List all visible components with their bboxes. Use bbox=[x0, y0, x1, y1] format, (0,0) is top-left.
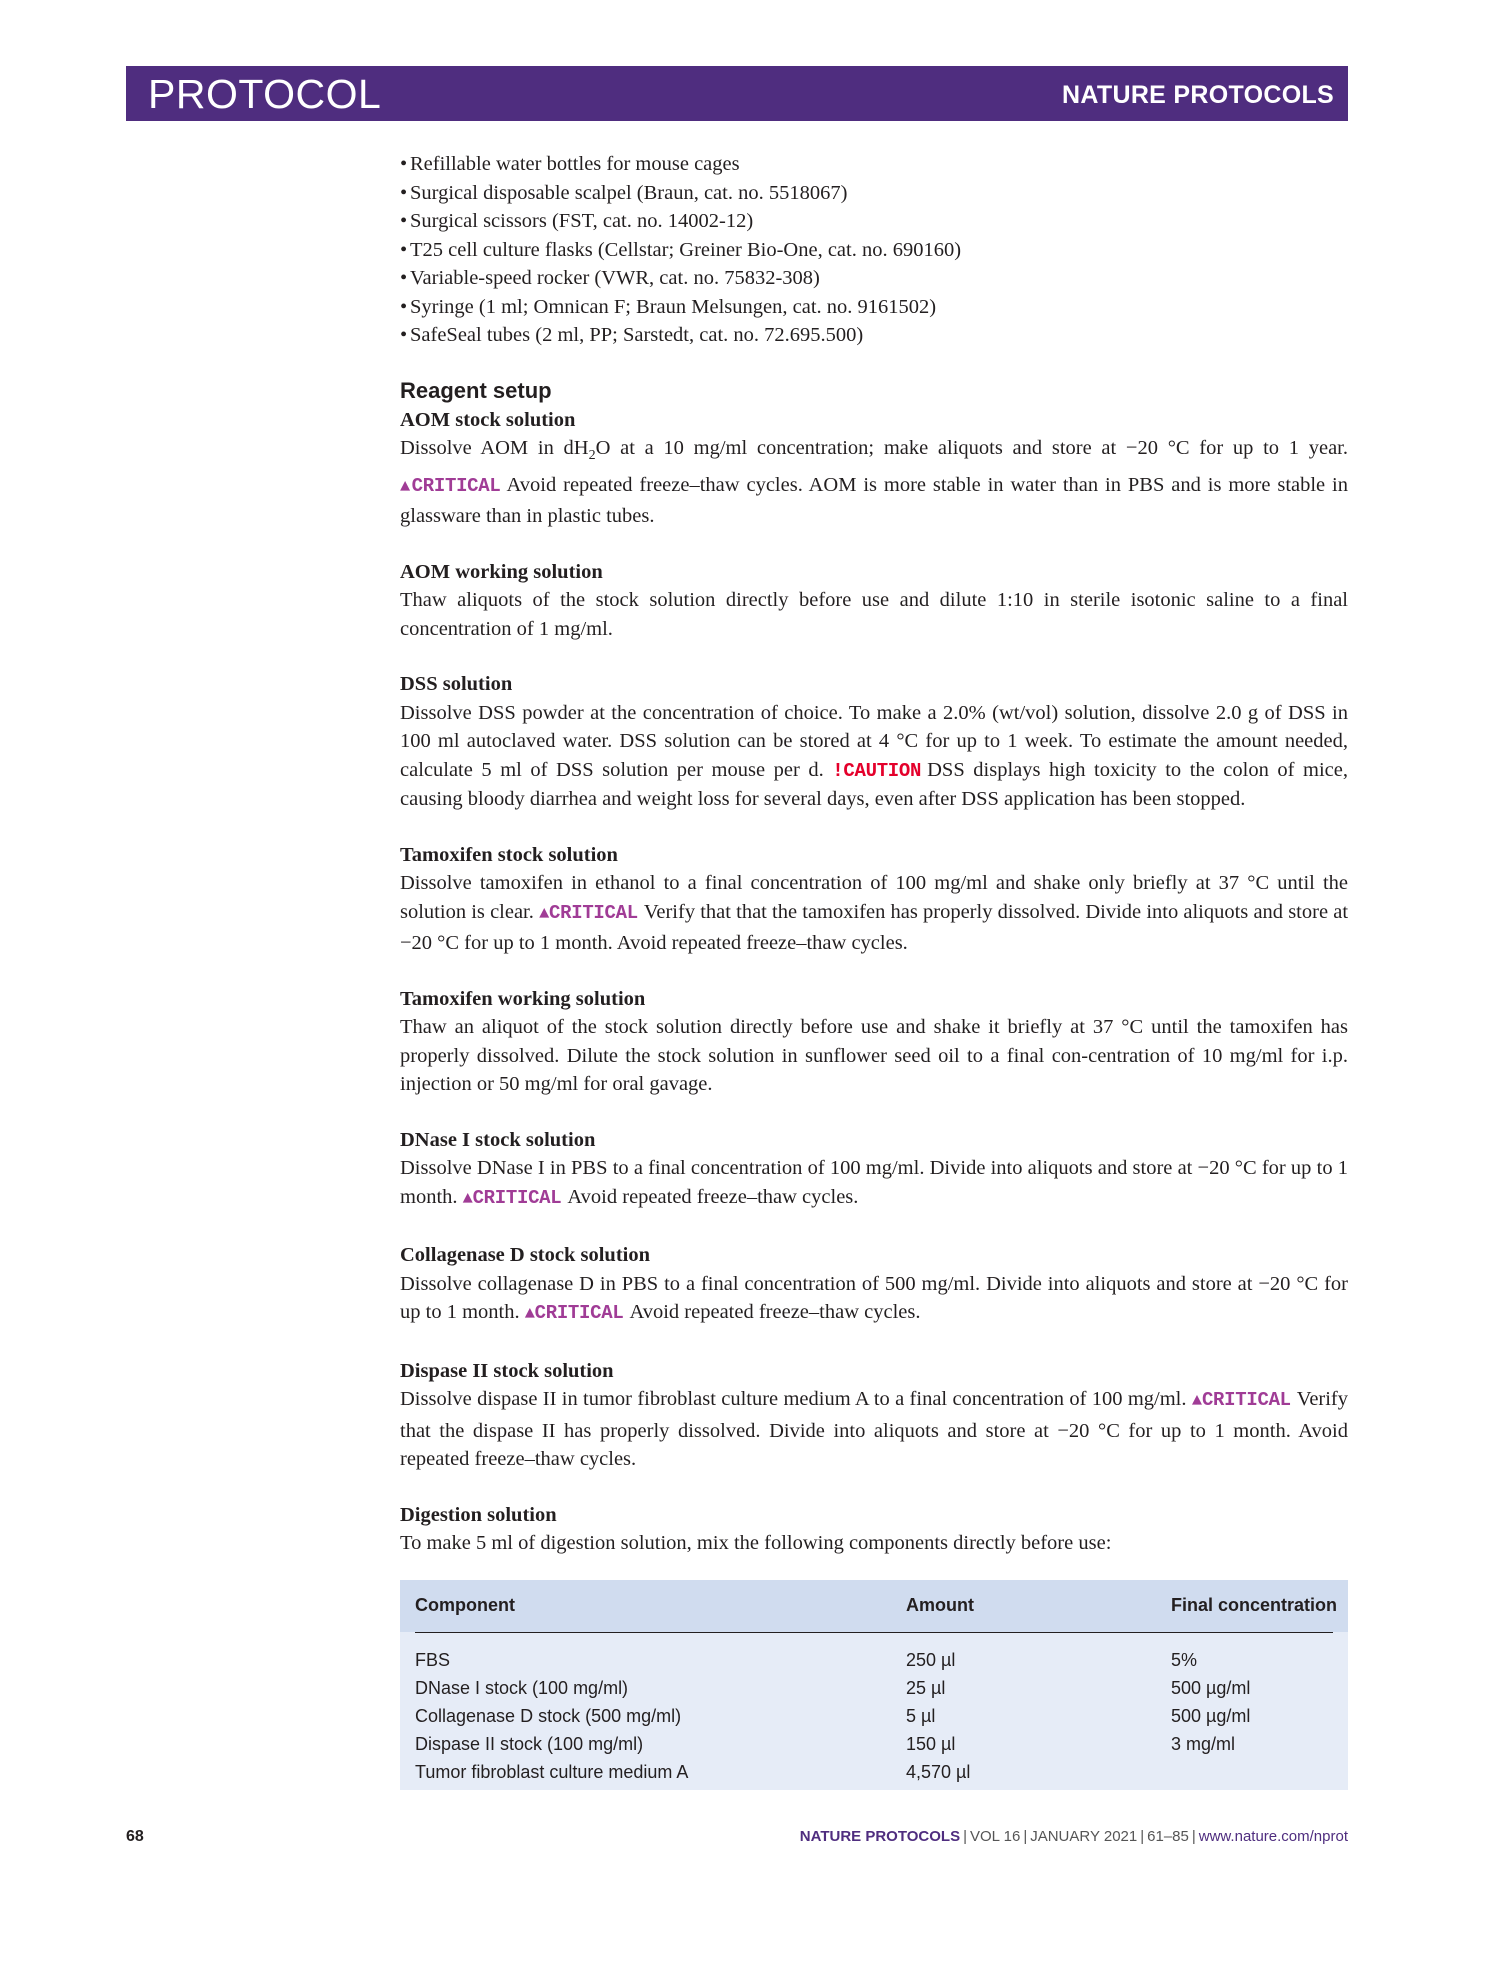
dss-section bbox=[400, 670, 1348, 814]
table-cell: DNase I stock (100 mg/ml) bbox=[415, 1678, 629, 1698]
section-title: Tamoxifen working solution bbox=[400, 987, 646, 1010]
table-row bbox=[400, 1646, 1348, 1674]
critical-badge: ▲CRITICAL bbox=[539, 901, 638, 924]
column-header: Component bbox=[415, 1595, 515, 1615]
equipment-list bbox=[400, 150, 1348, 350]
triangle-icon: ▲ bbox=[1191, 1392, 1202, 1412]
section-title: Tamoxifen stock solution bbox=[400, 843, 618, 866]
aom-stock-section bbox=[400, 406, 1348, 531]
table-row bbox=[400, 1730, 1348, 1758]
table-cell: 250 µl bbox=[906, 1650, 956, 1670]
table-cell: Collagenase D stock (500 mg/ml) bbox=[415, 1706, 682, 1726]
section-title: AOM working solution bbox=[400, 560, 603, 583]
list-item: • Refillable water bottles for mouse cages bbox=[400, 153, 740, 175]
table-cell: 3 mg/ml bbox=[1171, 1734, 1236, 1754]
section-text: Dissolve DSS powder at the concentration of choice. To make a 2.0% (wt/vol) solution, dissolve 2.0 g of DSS in 100 ml autoclaved water. DSS solution can be stored at 4 °C for up to 1 week. To estimate the amount needed, calculate 5 ml of DSS solution per mouse per d. !CAUTION DSS displays high toxicity to the colon of mice, causing bloody diarrhea and weight loss for several days, even after DSS application has been stopped. bbox=[400, 701, 1349, 811]
digestion-table bbox=[400, 1580, 1348, 1790]
journal-label: NATURE PROTOCOLS bbox=[1062, 81, 1334, 109]
list-item: • Surgical disposable scalpel (Braun, cat. no. 5518067) bbox=[400, 181, 848, 204]
triangle-icon: ▲ bbox=[539, 904, 550, 924]
dispase-stock-section bbox=[400, 1357, 1348, 1474]
critical-badge: ▲CRITICAL bbox=[524, 1302, 624, 1325]
table-header bbox=[400, 1580, 1348, 1632]
list-item: • Surgical scissors (FST, cat. no. 14002-12) bbox=[400, 210, 754, 232]
triangle-icon: ▲ bbox=[524, 1305, 535, 1325]
critical-badge: ▲CRITICAL bbox=[400, 474, 501, 497]
page-range: 61–85 bbox=[1147, 1828, 1189, 1845]
section-title: Dispase II stock solution bbox=[400, 1359, 614, 1382]
tamoxifen-working-section bbox=[400, 985, 1348, 1099]
journal-url-link[interactable]: www.nature.com/nprot bbox=[1198, 1828, 1348, 1845]
main-content bbox=[400, 150, 1348, 1558]
citation-line: NATURE PROTOCOLS | VOL 16 | JANUARY 2021 | 61–85 | www.nature.com/nprot bbox=[799, 1828, 1348, 1845]
table-row bbox=[400, 1674, 1348, 1702]
table-row bbox=[400, 1758, 1348, 1786]
issue-date: JANUARY 2021 bbox=[1030, 1828, 1138, 1845]
caution-badge: !CAUTION bbox=[832, 759, 922, 782]
table-cell: 500 µg/ml bbox=[1171, 1678, 1251, 1698]
critical-badge: ▲CRITICAL bbox=[462, 1186, 562, 1209]
reagent-setup-heading: Reagent setup bbox=[400, 377, 552, 403]
table-cell: Dispase II stock (100 mg/ml) bbox=[415, 1734, 644, 1754]
critical-badge: ▲CRITICAL bbox=[1191, 1389, 1291, 1412]
table-cell: 150 µl bbox=[906, 1734, 956, 1754]
column-header: Amount bbox=[906, 1595, 974, 1615]
digestion-section bbox=[400, 1501, 1348, 1558]
table-cell: FBS bbox=[415, 1650, 451, 1670]
aom-working-section bbox=[400, 558, 1348, 644]
journal-name: NATURE PROTOCOLS bbox=[799, 1828, 961, 1845]
header-banner bbox=[126, 66, 1348, 121]
table-cell: 500 µg/ml bbox=[1171, 1706, 1251, 1726]
section-text: Dissolve collagenase D in PBS to a final concentration of 500 mg/ml. Divide into aliquots and store at −20 °C for up to 1 month. ▲CRITICAL Avoid repeated freeze–thaw cycles. bbox=[400, 1272, 1348, 1325]
section-text: To make 5 ml of digestion solution, mix the following components directly before use: bbox=[400, 1532, 1112, 1555]
section-title: DSS solution bbox=[400, 673, 513, 696]
table-cell: 5 µl bbox=[906, 1706, 936, 1726]
table-cell: 4,570 µl bbox=[906, 1762, 971, 1782]
volume: VOL 16 bbox=[970, 1828, 1021, 1845]
dnase-stock-section bbox=[400, 1126, 1348, 1215]
section-text: Thaw aliquots of the stock solution directly before use and dilute 1:10 in sterile isotonic saline to a final concentration of 1 mg/ml. bbox=[400, 589, 1348, 640]
page-footer bbox=[126, 1828, 1348, 1852]
tamoxifen-stock-section bbox=[400, 841, 1348, 958]
triangle-icon: ▲ bbox=[400, 477, 412, 497]
section-text: Dissolve AOM in $dH_2O$ at a 10 mg/ml concentration; make aliquots and store at −20 °C for up to 1 year. ▲CRITICAL Avoid repeated freeze–thaw cycles. AOM is more stable in water than in PBS and is more stable in glassware than in plastic tubes. bbox=[400, 437, 1348, 528]
table-divider bbox=[415, 1632, 1333, 1633]
section-text: Thaw an aliquot of the stock solution directly before use and shake it briefly at 37 °C until the tamoxifen has properly dissolved. Dilute the stock solution in sunflower seed oil to a final con-centration of 10 mg/ml for i.p. injection or 50 mg/ml for oral gavage. bbox=[400, 1016, 1348, 1096]
table-cell: Tumor fibroblast culture medium A bbox=[415, 1762, 689, 1782]
section-title: Digestion solution bbox=[400, 1503, 557, 1526]
section-label: PROTOCOL bbox=[148, 71, 382, 117]
list-item: • Variable-speed rocker (VWR, cat. no. 75832-308) bbox=[400, 267, 820, 289]
section-title: DNase I stock solution bbox=[400, 1128, 596, 1151]
triangle-icon: ▲ bbox=[462, 1189, 473, 1209]
list-item: • T25 cell culture flasks (Cellstar; Greiner Bio-One, cat. no. 690160) bbox=[400, 238, 962, 261]
section-text: Dissolve dispase II in tumor fibroblast culture medium A to a final concentration of 100 mg/ml. ▲CRITICAL Verify that the dispase II has properly dissolved. Divide into aliquots and store at −20 °C for up to 1 month. Avoid repeated freeze–thaw cycles. bbox=[400, 1388, 1349, 1471]
section-text: Dissolve tamoxifen in ethanol to a final concentration of 100 mg/ml and shake only briefly at 37 °C until the solution is clear. ▲CRITICAL Verify that that the tamoxifen has properly dissolved. Divide into aliquots and store at −20 °C for up to 1 month. Avoid repeated freeze–thaw cycles. bbox=[400, 872, 1349, 955]
collagenase-stock-section bbox=[400, 1241, 1348, 1330]
table-row bbox=[400, 1702, 1348, 1730]
table-cell: 25 µl bbox=[906, 1678, 946, 1698]
page-number: 68 bbox=[126, 1828, 144, 1845]
list-item: • Syringe (1 ml; Omnican F; Braun Melsungen, cat. no. 9161502) bbox=[400, 295, 937, 318]
section-text: Dissolve DNase I in PBS to a final concentration of 100 mg/ml. Divide into aliquots and store at −20 °C for up to 1 month. ▲CRITICAL Avoid repeated freeze–thaw cycles. bbox=[400, 1157, 1348, 1209]
section-title: Collagenase D stock solution bbox=[400, 1244, 651, 1267]
exclamation-icon: ! bbox=[832, 759, 844, 782]
list-item: • SafeSeal tubes (2 ml, PP; Sarstedt, cat. no. 72.695.500) bbox=[400, 324, 864, 346]
column-header: Final concentration bbox=[1171, 1595, 1338, 1615]
section-title: AOM stock solution bbox=[400, 408, 576, 431]
table-cell: 5% bbox=[1171, 1650, 1198, 1670]
